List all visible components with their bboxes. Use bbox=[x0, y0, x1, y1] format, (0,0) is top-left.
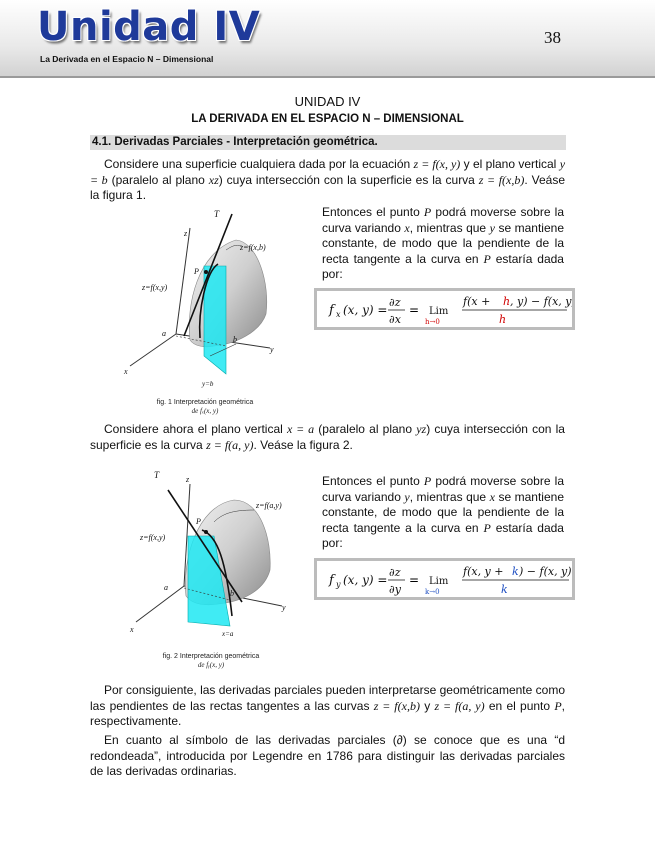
label-T: T bbox=[154, 470, 160, 480]
label-T: T bbox=[214, 209, 220, 219]
svg-text:=: = bbox=[409, 573, 420, 587]
figure-1-caption: fig. 1 Interpretación geométrica de fₓ(x, y) bbox=[156, 399, 254, 415]
svg-text:x: x bbox=[336, 310, 341, 319]
section-heading: 4.1. Derivadas Parciales - Interpretación geométrica. bbox=[90, 135, 566, 150]
label-surface: z=f(x,y) bbox=[142, 283, 168, 292]
svg-text:Lim: Lim bbox=[429, 576, 449, 587]
label-a: a bbox=[162, 329, 166, 338]
side-text-1: Entonces el punto P podrá moverse sobre la curva variando x, mientras que y se mantiene constante, de modo que la pendiente de la recta tangente a la curva en P estaría dada por: bbox=[322, 205, 565, 281]
z-axis bbox=[176, 228, 190, 334]
svg-text:=: = bbox=[409, 303, 420, 317]
svg-text:, y) − f(x, y): , y) − f(x, y) bbox=[510, 295, 572, 308]
svg-text:f: f bbox=[329, 573, 334, 588]
svg-text:f(x +: f(x + bbox=[463, 295, 491, 308]
svg-text:f(x, y +: f(x, y + bbox=[463, 565, 504, 578]
figure-2 bbox=[122, 466, 300, 650]
label-curve: z=f(x,b) bbox=[240, 243, 266, 252]
svg-text:) − f(x, y): ) − f(x, y) bbox=[519, 565, 572, 578]
point-P bbox=[204, 530, 208, 534]
chapter-subtitle: LA DERIVADA EN EL ESPACIO N – DIMENSIONAL bbox=[191, 113, 464, 125]
paragraph-3: Por consiguiente, las derivadas parciales pueden interpretarse geométricamente como las pendientes de las rectas tangentes a las curvas z = f(x,b) y z = f(a, y) en el punto P, respectivamente. bbox=[90, 683, 565, 728]
point-P bbox=[204, 270, 208, 274]
svg-text:h: h bbox=[499, 313, 507, 326]
svg-text:(x, y) =: (x, y) = bbox=[343, 573, 388, 587]
label-a: a bbox=[164, 583, 168, 592]
label-y: y bbox=[282, 603, 286, 612]
figure-1 bbox=[118, 206, 288, 398]
paragraph-4: En cuanto al símbolo de las derivadas parciales (∂) se conoce que es una “d redondeada”, introducida por Legendre en 1786 para distinguir las derivadas parciales de las derivadas ordinarias. bbox=[90, 733, 565, 778]
label-z: z bbox=[184, 229, 188, 238]
svg-text:∂y: ∂y bbox=[389, 583, 401, 596]
svg-text:h→0: h→0 bbox=[425, 318, 440, 326]
svg-text:h: h bbox=[503, 295, 511, 308]
svg-text:∂x: ∂x bbox=[389, 313, 401, 326]
label-P: P bbox=[196, 517, 201, 526]
header-divider bbox=[0, 76, 655, 78]
formula-fx bbox=[314, 288, 575, 330]
label-x: x bbox=[130, 625, 134, 634]
figure-2-caption: fig. 2 Interpretación geométrica de fᵧ(x, y) bbox=[162, 653, 260, 669]
svg-text:Lim: Lim bbox=[429, 306, 449, 317]
chapter-title: UNIDAD IV bbox=[294, 94, 361, 109]
label-z: z bbox=[186, 475, 190, 484]
label-curve: z=f(a,y) bbox=[256, 501, 282, 510]
label-plane: x=a bbox=[222, 630, 234, 638]
header-subtitle: La Derivada en el Espacio N – Dimensional bbox=[40, 54, 214, 64]
label-b: b bbox=[233, 335, 237, 344]
x-axis bbox=[130, 334, 176, 366]
side-text-2: Entonces el punto P podrá moverse sobre la curva variando y, mientras que x se mantiene constante, de modo que la pendiente de la recta tangente a la curva en P estaría dada por: bbox=[322, 474, 565, 550]
label-b: b bbox=[230, 589, 234, 598]
paragraph-1: Considere una superficie cualquiera dada por la ecuación z = f(x, y) y el plano vertical y = b (paralelo al plano xz) cuya intersección con la superficie es la curva z = f(x,b). Veáse la figura 1. bbox=[90, 157, 566, 202]
svg-text:∂z: ∂z bbox=[389, 296, 401, 309]
formula-fy bbox=[314, 558, 575, 600]
svg-text:∂z: ∂z bbox=[389, 566, 401, 579]
svg-text:(x, y) =: (x, y) = bbox=[343, 303, 388, 317]
svg-text:k: k bbox=[512, 565, 519, 578]
svg-text:f: f bbox=[329, 303, 334, 318]
label-y: y bbox=[270, 345, 274, 354]
label-surface: z=f(x,y) bbox=[140, 533, 166, 542]
svg-text:k→0: k→0 bbox=[425, 588, 440, 596]
paragraph-2: Considere ahora el plano vertical x = a (paralelo al plano yz) cuya intersección con la superficie es la curva z = f(a, y). Veáse la figura 2. bbox=[90, 422, 565, 452]
svg-text:k: k bbox=[501, 583, 508, 596]
label-x: x bbox=[124, 367, 128, 376]
x-axis bbox=[136, 586, 184, 622]
label-P: P bbox=[194, 267, 199, 276]
svg-text:y: y bbox=[336, 580, 341, 589]
page-number: 38 bbox=[544, 28, 561, 47]
label-plane: y=b bbox=[202, 380, 214, 388]
unit-title: Unidad IV bbox=[37, 4, 261, 50]
